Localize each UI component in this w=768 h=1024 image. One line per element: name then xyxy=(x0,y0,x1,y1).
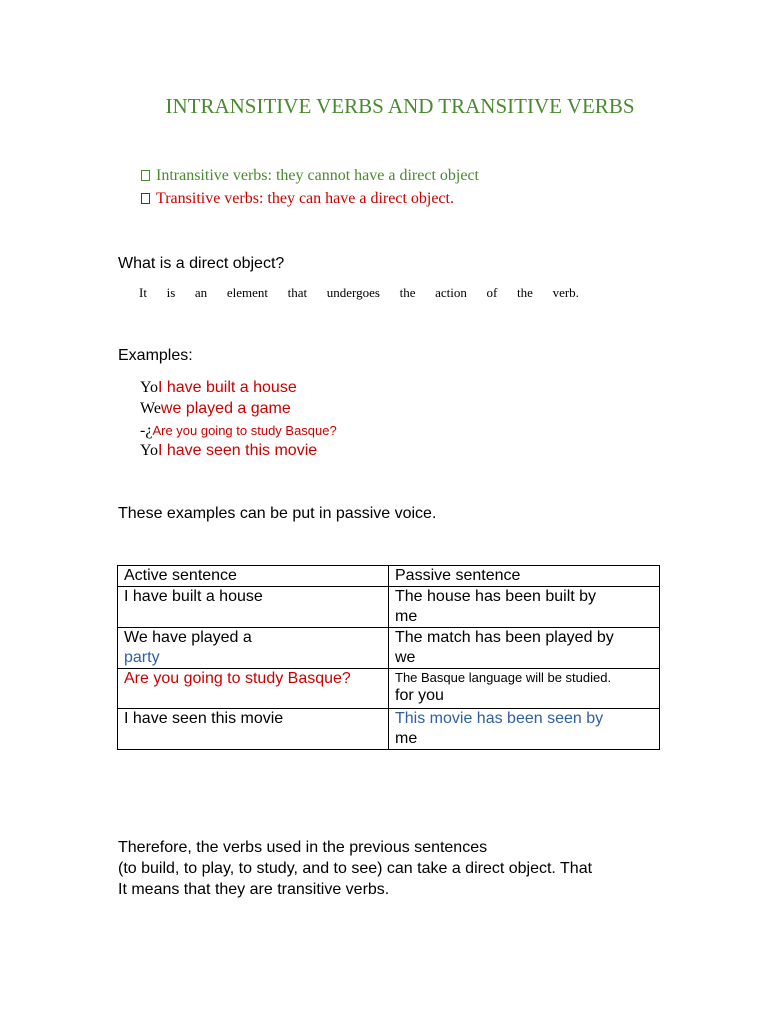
bullet-text: Intransitive verbs: they cannot have a direct object xyxy=(156,167,479,184)
bullet-text: Transitive verbs: they can have a direct object. xyxy=(156,190,454,207)
cell-line: I have built a house xyxy=(124,588,263,605)
example-prefix: -¿ xyxy=(140,422,153,439)
example-item xyxy=(140,442,317,460)
conclusion-line: Therefore, the verbs used in the previous sentences xyxy=(118,839,488,856)
cell-line: we xyxy=(395,649,416,666)
sentence-table xyxy=(117,565,660,750)
cell-line: me xyxy=(395,608,418,625)
example-item xyxy=(140,379,297,397)
cell-line: The match has been played by xyxy=(395,629,614,646)
example-prefix: We xyxy=(140,400,161,417)
table-header: Passive sentence xyxy=(389,566,660,587)
table-cell xyxy=(389,587,660,628)
table-cell xyxy=(118,628,389,669)
cell-line: Are you going to study Basque? xyxy=(124,670,351,687)
table-row xyxy=(118,709,660,750)
conclusion-line: (to build, to play, to study, and to see) can take a direct object. That xyxy=(118,860,593,877)
table-cell xyxy=(118,587,389,628)
table-row xyxy=(118,669,660,709)
conclusion-paragraph xyxy=(118,837,592,900)
cell-line: The house has been built by xyxy=(395,588,597,605)
cell-line: I have seen this movie xyxy=(124,710,284,727)
cell-line: The Basque language will be studied. xyxy=(395,670,612,685)
cell-line: This movie has been seen by xyxy=(395,710,604,727)
example-item xyxy=(140,400,291,418)
definition-word: verb. xyxy=(552,285,579,300)
example-text: I have seen this movie xyxy=(157,442,318,459)
checkbox-icon xyxy=(141,193,150,204)
example-text: I have built a house xyxy=(157,379,297,396)
examples-heading: Examples: xyxy=(118,347,193,364)
conclusion-line: It means that they are transitive verbs. xyxy=(118,881,390,898)
passive-intro: These examples can be put in passive voice. xyxy=(118,505,437,522)
bullet-transitive xyxy=(141,190,454,208)
example-prefix: Yo xyxy=(140,442,158,459)
table-header: Active sentence xyxy=(118,566,389,587)
definition-word: the xyxy=(399,285,416,300)
definition-word: It xyxy=(139,285,147,300)
table-cell xyxy=(118,669,389,709)
table-row xyxy=(118,628,660,669)
definition xyxy=(139,285,579,301)
example-prefix: Yo xyxy=(140,379,158,396)
definition-word: element xyxy=(226,285,268,300)
definition-word: an xyxy=(194,285,208,300)
table-header-row xyxy=(118,566,660,587)
page-title: INTRANSITIVE VERBS AND TRANSITIVE VERBS xyxy=(165,94,635,118)
table-row xyxy=(118,587,660,628)
bullet-intransitive xyxy=(141,167,479,185)
table-cell xyxy=(389,628,660,669)
table-cell xyxy=(389,669,660,709)
definition-word: that xyxy=(287,285,308,300)
table-cell xyxy=(118,709,389,750)
definition-word: of xyxy=(486,285,498,300)
example-item xyxy=(140,422,337,440)
checkbox-icon xyxy=(141,170,150,181)
definition-word: undergoes xyxy=(326,285,380,300)
cell-line: for you xyxy=(395,687,444,704)
cell-line: We have played a xyxy=(124,629,252,646)
definition-word: is xyxy=(166,285,176,300)
example-text: we played a game xyxy=(160,400,291,417)
example-text: Are you going to study Basque? xyxy=(152,423,337,438)
cell-line: party xyxy=(124,649,160,666)
definition-word: the xyxy=(517,285,533,300)
question-heading: What is a direct object? xyxy=(118,255,285,272)
table-cell xyxy=(389,709,660,750)
definition-word: action xyxy=(435,285,467,300)
cell-line: me xyxy=(395,730,418,747)
